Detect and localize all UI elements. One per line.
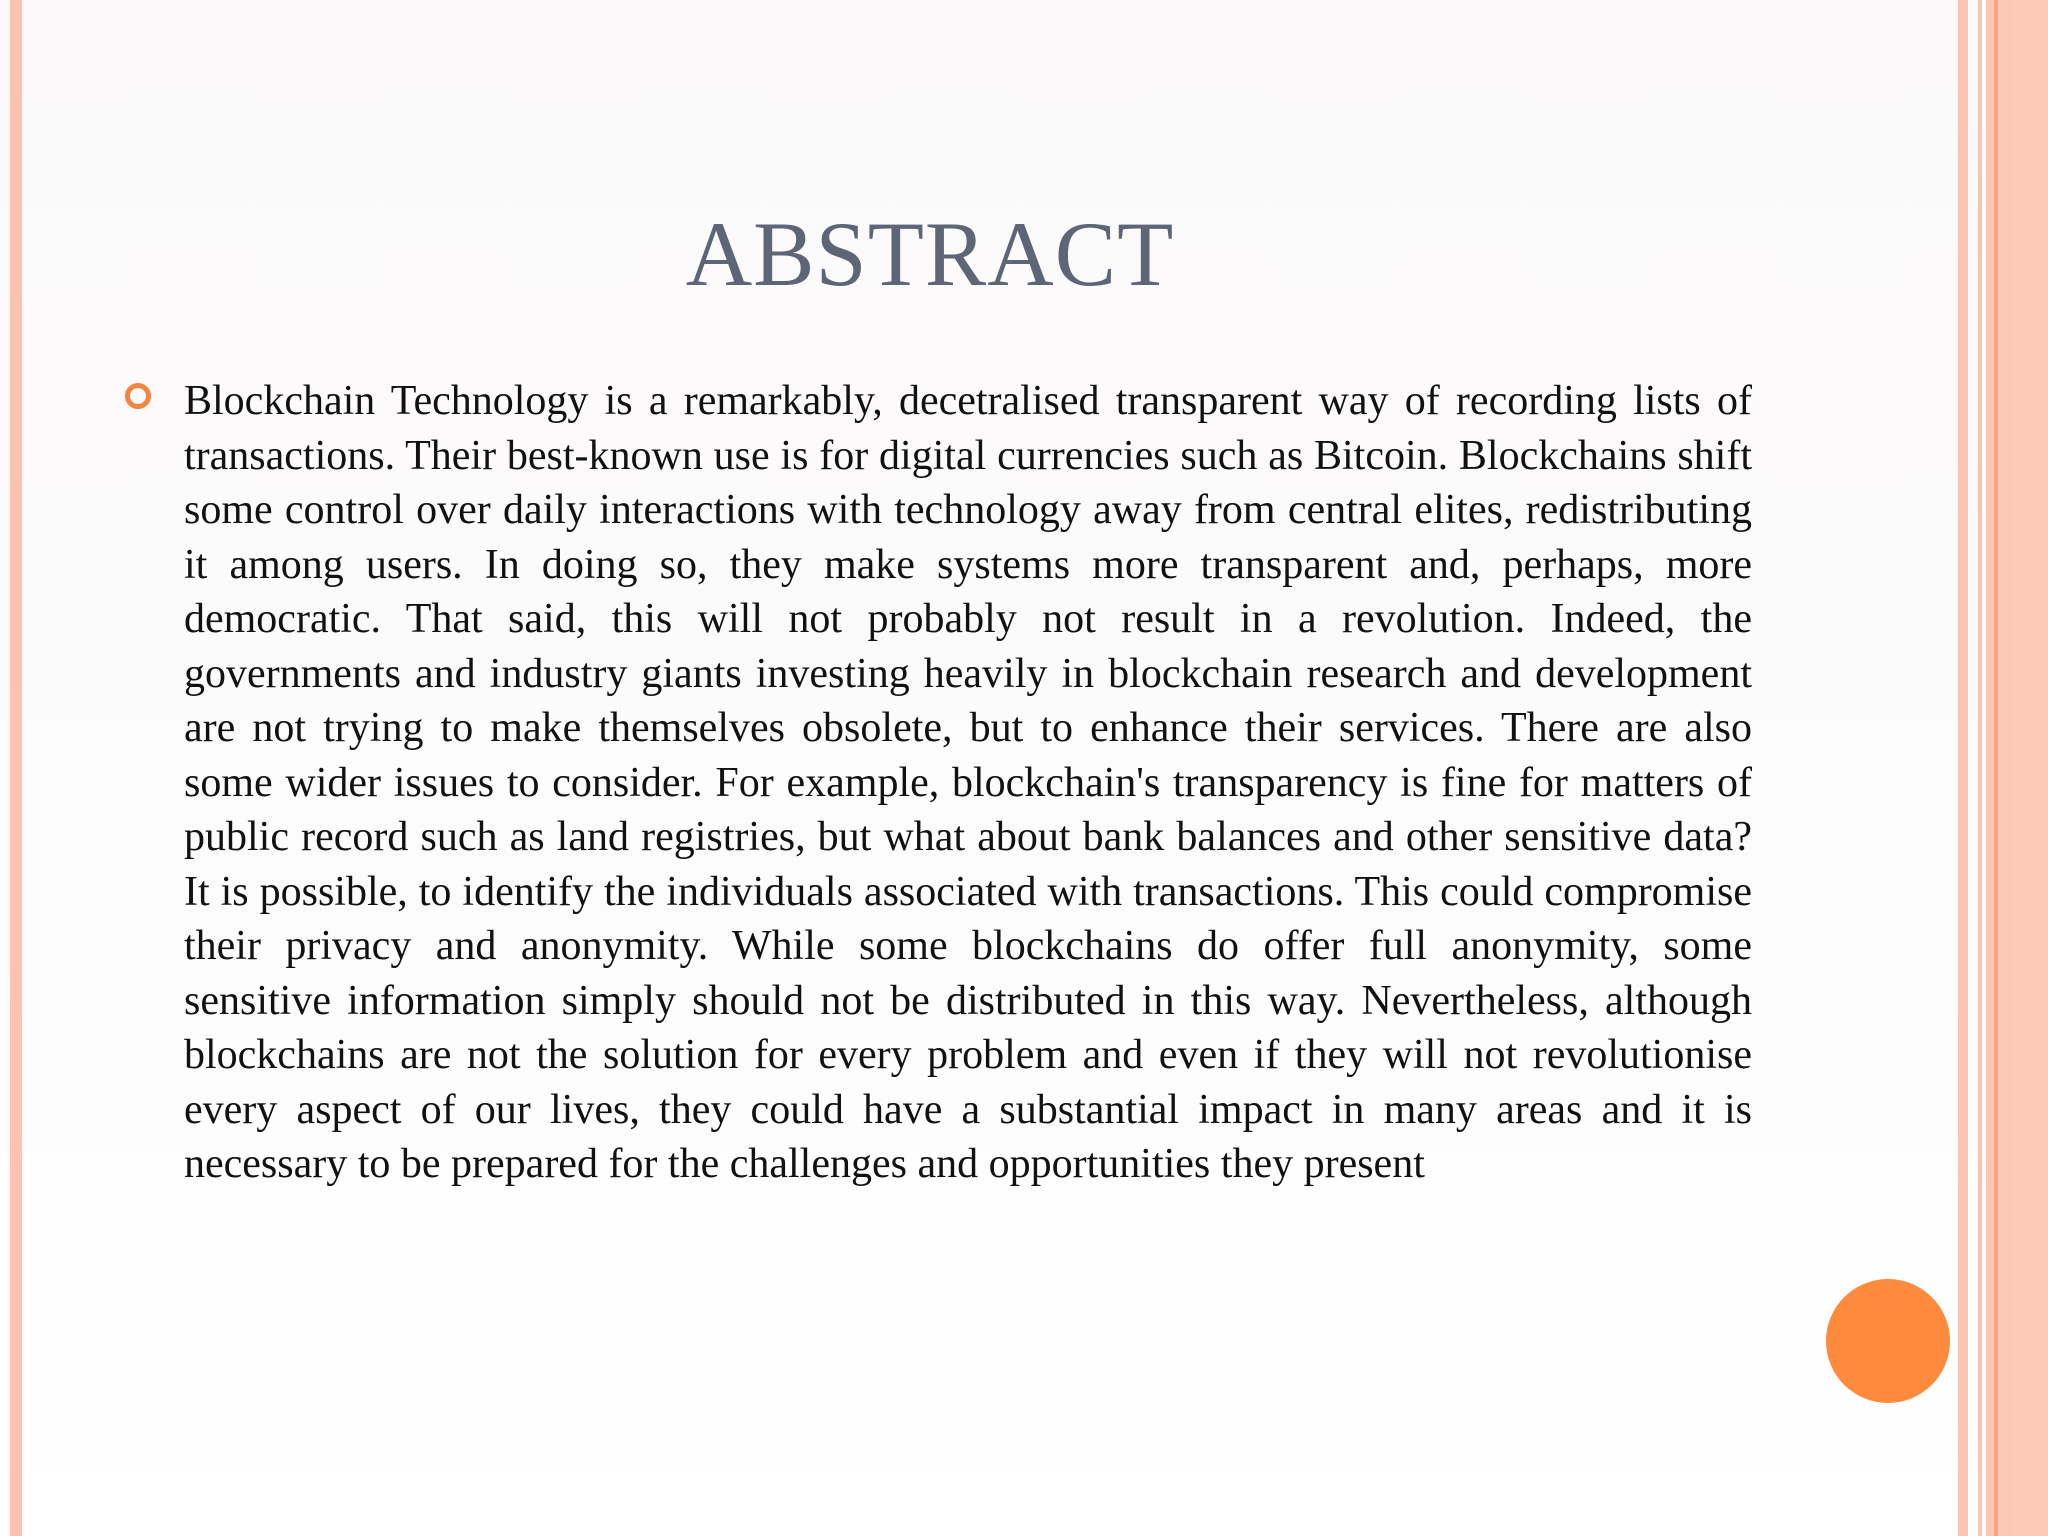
right-border-stripe xyxy=(2012,0,2048,1536)
abstract-paragraph: Blockchain Technology is a remarkably, decetralised transparent way of recording lists of transactions. Their best-known use is for digital currencies such as Bitcoin. Blockchains shift some control over daily interactions with technology away from central elites, redistributing it among users. In doing so, they make systems more transparent and, perhaps, more democratic. That said, this will not probably not result in a revolution. Indeed, the governments and industry giants investing heavily in blockchain research and development are not trying to make themselves obsolete, but to enhance their services. There are also some wider issues to consider. For example, blockchain's transparency is fine for matters of public record such as land registries, but what about bank balances and other sensitive data? It is possible, to identify the individuals associated with transactions. This could compromise their privacy and anonymity. While some blockchains do offer full anonymity, some sensitive information simply should not be distributed in this way. Nevertheless, although blockchains are not the solution for every problem and even if they will not revolutionise every aspect of our lives, they could have a substantial impact in many areas and it is necessary to be prepared for the challenges and opportunities they present xyxy=(184,378,1752,1187)
orange-circle-decoration xyxy=(1826,1279,1950,1403)
hollow-circle-bullet-icon xyxy=(125,383,151,409)
right-border-stripe xyxy=(1958,0,1968,1536)
right-border-stripe xyxy=(1986,0,1994,1536)
slide-title: ABSTRACT xyxy=(685,203,1175,305)
right-border-stripe xyxy=(1998,0,2012,1536)
